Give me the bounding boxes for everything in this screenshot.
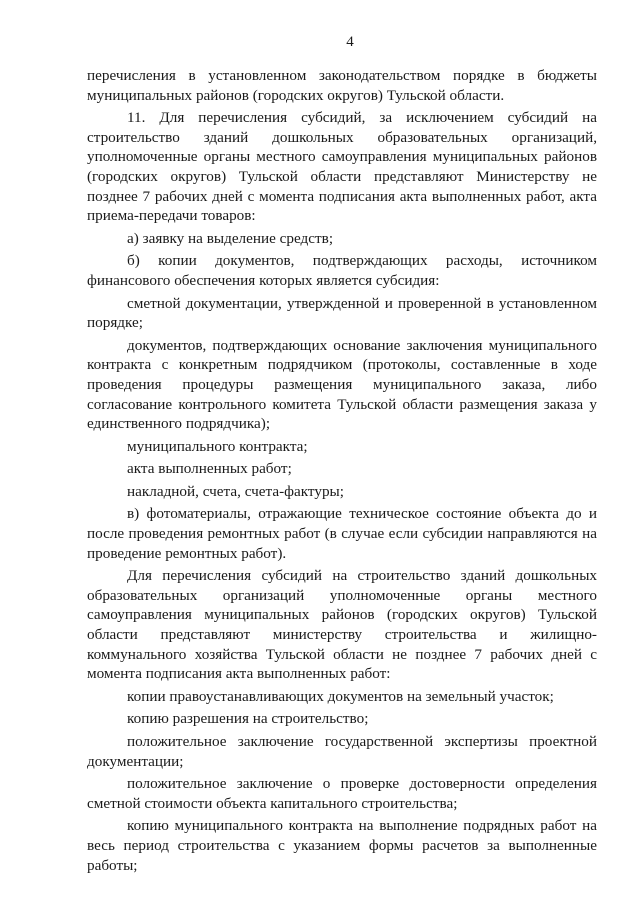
paragraph-7: муниципального контракта; [127, 437, 308, 455]
document-body [87, 66, 597, 878]
paragraph-9: накладной, счета, счета-фактуры; [127, 482, 344, 500]
paragraph-12: копии правоустанавливающих документов на земельный участок; [127, 687, 554, 705]
paragraph-4: б) копии документов, подтверждающих расходы, источником финансового обеспечения которых является субсидия: [87, 252, 597, 289]
paragraph-14: положительное заключение государственной экспертизы проектной документации; [87, 733, 597, 770]
paragraph-1: перечисления в установленном законодательством порядке в бюджеты муниципальных районов (городских округов) Тульской области. [87, 67, 597, 104]
paragraph-6: документов, подтверждающих основание заключения муниципального контракта с конкретным подрядчиком (протоколы, составленные в ходе проведения процедуры размещения муниципального заказа, либо согласование контрольного комитета Тульской области размещения заказа у единственного подрядчика); [87, 336, 597, 433]
paragraph-16: копию муниципального контракта на выполнение подрядных работ на весь период строительства с указанием формы расчетов за выполненные работы; [87, 817, 597, 874]
paragraph-2: 11. Для перечисления субсидий, за исключением субсидий на строительство зданий дошкольных образовательных организаций, уполномоченные органы местного самоуправления муниципальных районов (городских округов) Тульской области представляют Министерству не позднее 7 рабочих дней с момента подписания акта выполненных работ, акта приема-передачи товаров: [87, 109, 597, 225]
paragraph-5: сметной документации, утвержденной и проверенной в установленном порядке; [87, 294, 597, 332]
paragraph-13: копию разрешения на строительство; [127, 710, 369, 728]
paragraph-11: Для перечисления субсидий на строительство зданий дошкольных образовательных организаций уполномоченные органы местного самоуправления муниципальных районов (городских округов) Тульской области представляют министерству строительства и жилищно-коммунального хозяйства Тульской области не позднее 7 рабочих дней с момента подписания акта выполненных работ: [87, 567, 597, 683]
paragraph-3: а) заявку на выделение средств; [127, 229, 334, 247]
paragraph-8: акта выполненных работ; [127, 460, 292, 478]
paragraph-15: положительное заключение о проверке достоверности определения сметной стоимости объекта капитального строительства; [87, 775, 597, 812]
page-number: 4 [346, 34, 354, 50]
paragraph-10: в) фотоматериалы, отражающие техническое состояние объекта до и после проведения ремонтных работ (в случае если субсидии направляются на проведение ремонтных работ). [87, 505, 597, 562]
